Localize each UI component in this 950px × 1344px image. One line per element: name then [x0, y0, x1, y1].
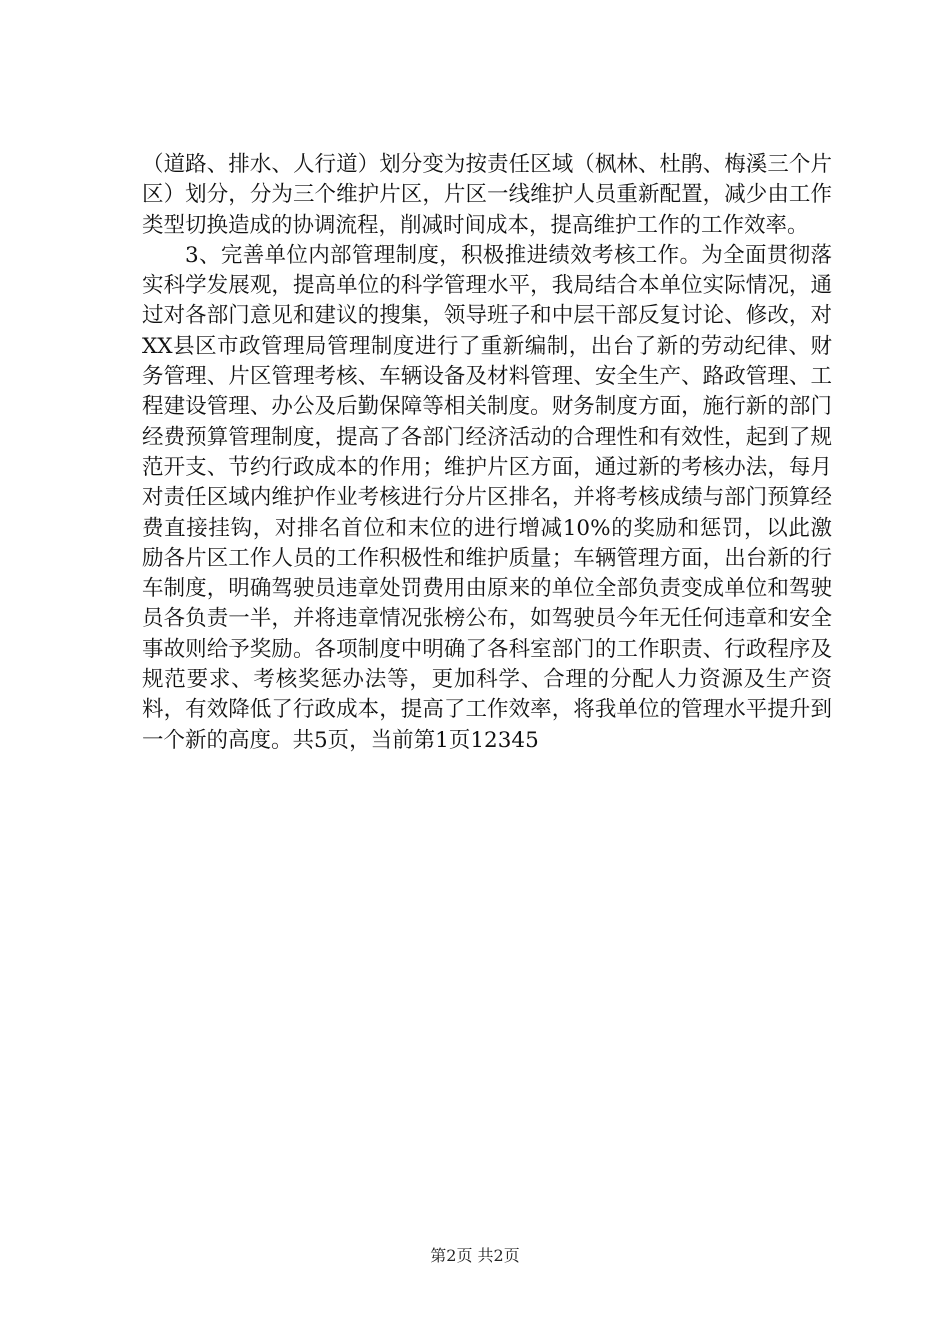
paragraph-continuation: （道路、排水、人行道）划分变为按责任区域（枫林、杜鹃、梅溪三个片区）划分，分为三个维护片区，片区一线维护人员重新配置，减少由工作类型切换造成的协调流程，削减时间成本，提高维护工作的工作效率。 — [142, 152, 832, 238]
document-body — [142, 150, 832, 756]
page-footer: 第2页 共2页 — [430, 1246, 520, 1265]
paragraph-management-system: 3、完善单位内部管理制度，积极推进绩效考核工作。为全面贯彻落实科学发展观，提高单位的科学管理水平，我局结合本单位实际情况，通过对各部门意见和建议的搜集，领导班子和中层干部反复讨论、修改，对XX县区市政管理局管理制度进行了重新编制，出台了新的劳动纪律、财务管理、片区管理考核、车辆设备及材料管理、安全生产、路政管理、工程建设管理、办公及后勤保障等相关制度。财务制度方面，施行新的部门经费预算管理制度，提高了各部门经济活动的合理性和有效性，起到了规范开支、节约行政成本的作用；维护片区方面，通过新的考核办法，每月对责任区域内维护作业考核进行分片区排名，并将考核成绩与部门预算经费直接挂钩，对排名首位和末位的进行增减10%的奖励和惩罚，以此激励各片区工作人员的工作积极性和维护质量；车辆管理方面，出台新的行车制度，明确驾驶员违章处罚费用由原来的单位全部负责变成单位和驾驶员各负责一半，并将违章情况张榜公布，如驾驶员今年无任何违章和安全事故则给予奖励。各项制度中明确了各科室部门的工作职责、行政程序及规范要求、考核奖惩办法等，更加科学、合理的分配人力资源及生产资料，有效降低了行政成本，提高了工作效率，将我单位的管理水平提升到一个新的高度。共5页，当前第1页12345 — [142, 242, 832, 753]
